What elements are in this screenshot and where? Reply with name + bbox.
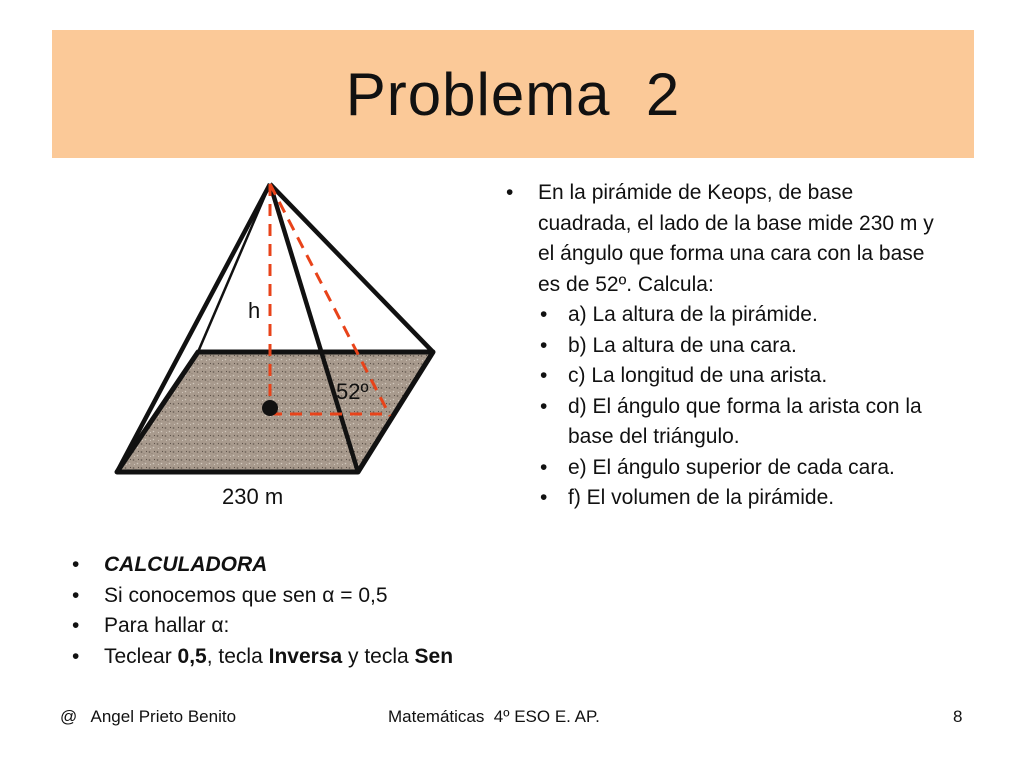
calc-key-sen: Sen [414,644,454,668]
list-item: • d) El ángulo que forma la arista con la base del triángulo. [538,392,943,453]
edge-back-left [198,184,270,352]
problem-items [538,300,943,514]
slide-title: Problema 2 [345,60,681,128]
calculator-notes [68,550,548,672]
calc-text: y tecla [342,644,415,668]
list-item: • a) La altura de la pirámide. [538,300,943,331]
calculator-line-3 [68,642,548,673]
problem-statement [503,178,943,514]
calculator-heading-text: CALCULADORA [104,553,268,576]
problem-statement-text: En la pirámide de Keops, de base cuadrada, el lado de la base mide 230 m y el ángulo que forma una cara con la base es de 52º. Calcula: [538,181,934,296]
list-item: • f) El volumen de la pirámide. [538,483,943,514]
problem-text [503,178,943,514]
angle-label: 52º [336,379,369,404]
calc-value: 0,5 [177,644,207,668]
calc-text: , tecla [206,644,269,668]
base-center-point [262,400,278,416]
calculator-line-2: • Para hallar α: [68,611,548,642]
pyramid-diagram [100,170,460,520]
list-item: • c) La longitud de una arista. [538,361,943,392]
calc-text: Teclear [104,644,178,668]
list-item: • b) La altura de una cara. [538,331,943,362]
footer-course: Matemáticas 4º ESO E. AP. [388,707,600,726]
footer-author: @ Angel Prieto Benito [60,707,237,726]
page-number: 8 [953,707,963,726]
calculator-heading [68,550,548,581]
pyramid-figure [100,170,460,520]
list-item: • e) El ángulo superior de cada cara. [538,453,943,484]
calc-key-inverse: Inversa [268,644,343,668]
slide-footer [0,704,1024,734]
height-label: h [248,298,261,323]
base-length-label: 230 m [222,484,284,509]
calculator-line-1: • Si conocemos que sen α = 0,5 [68,581,548,612]
title-bar [52,30,974,158]
